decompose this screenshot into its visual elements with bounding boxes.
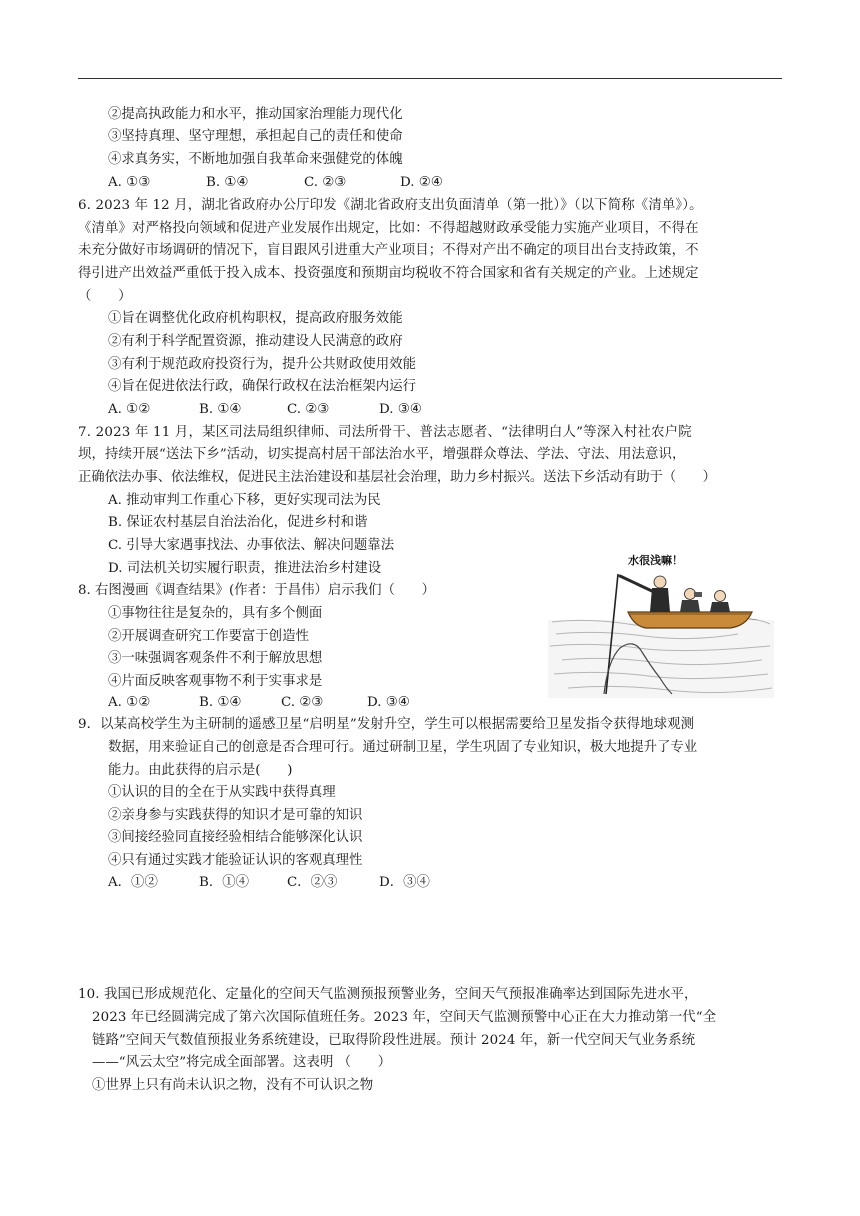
header-rule — [78, 78, 782, 79]
q9-item-3: ③间接经验同直接经验相结合能够深化认识 — [108, 830, 363, 845]
cartoon-caption: 水很浅嘛！ — [628, 554, 683, 567]
q9-option-a: A．①② — [108, 875, 158, 890]
q9-item-4: ④只有通过实践才能验证认识的客观真理性 — [108, 853, 363, 868]
q7-option-d: D. 司法机关切实履行职责，推进法治乡村建设 — [108, 561, 382, 576]
q9-option-c: C．②③ — [287, 875, 338, 890]
q8-option-a: A. ①② — [108, 695, 151, 710]
q6-answer-blank: （ ） — [78, 289, 132, 304]
q6-item-3: ③有利于规范政府投资行为，提升公共财政使用效能 — [108, 357, 416, 372]
q5-item-4: ④求真务实，不断地加强自我革命来强健党的体魄 — [108, 152, 403, 167]
q6-option-c: C. ②③ — [287, 402, 330, 417]
q6-stem-line-1: 6. 2023 年 12 月，湖北省政府办公厅印发《湖北省政府支出负面清单（第一批）》（以下简称《清单》）。 — [78, 198, 703, 213]
q10-item-1: ①世界上只有尚未认识之物，没有不可认识之物 — [92, 1078, 374, 1093]
q6-item-1: ①旨在调整优化政府机构职权，提高政府服务效能 — [108, 311, 403, 326]
q7-stem-line-1: 7. 2023 年 11 月，某区司法局组织律师、司法所骨干、普法志愿者、“法律明白人”等深入村社农户院 — [78, 425, 692, 440]
q8-option-d: D. ③④ — [367, 695, 410, 710]
q6-option-b: B. ①④ — [199, 402, 242, 417]
q9-options — [108, 874, 430, 892]
q7-option-c: C. 引导大家遇事找法、办事依法、解决问题靠法 — [108, 538, 395, 553]
q8-options — [108, 694, 410, 712]
q6-option-a: A. ①② — [108, 402, 151, 417]
q9-option-d: D．③④ — [379, 875, 430, 890]
q5-item-3: ③坚持真理、坚守理想，承担起自己的责任和使命 — [108, 129, 403, 144]
q6-options — [108, 401, 422, 419]
q9-stem-line-2: 数据，用来验证自己的创意是否合理可行。通过研制卫星，学生巩固了专业知识，极大地提升了专业 — [108, 740, 698, 755]
q6-option-d: D. ③④ — [379, 402, 422, 417]
q6-stem-line-3: 未充分做好市场调研的情况下，盲目跟风引进重大产业项目；不得对产出不确定的项目出台支持政策，不 — [78, 243, 699, 258]
q8-item-3: ③一味强调客观条件不利于解放思想 — [108, 651, 323, 666]
q8-stem: 8. 右图漫画《调查结果》(作者：于昌伟）启示我们（ ） — [78, 583, 436, 598]
q9-item-2: ②亲身参与实践获得的知识才是可靠的知识 — [108, 808, 363, 823]
q5-option-b: B. ①④ — [206, 175, 249, 190]
standing-figure — [620, 576, 670, 612]
q7-option-b: B. 保证农村基层自治法治化，促进乡村和谐 — [108, 515, 368, 530]
q8-option-b: B. ①④ — [199, 695, 242, 710]
q8-item-4: ④片面反映客观事物不利于实事求是 — [108, 674, 323, 689]
q10-stem-line-4: ——“风云太空”将完成全面部署。这表明 （ ） — [92, 1055, 392, 1070]
q6-stem-line-4: 得引进产出效益严重低于投入成本、投资强度和预期亩均税收不符合国家和省有关规定的产业。上述规定 — [78, 266, 699, 281]
q9-stem-line-3: 能力。由此获得的启示是( ) — [108, 763, 293, 778]
q10-stem-line-1: 10. 我国已形成规范化、定量化的空间天气监测预报预警业务，空间天气预报准确率达到国际先进水平， — [78, 987, 698, 1002]
q10-stem-line-2: 2023 年已经圆满完成了第六次国际值班任务。2023 年，空间天气监测预警中心正在大力推动第一代“全 — [92, 1010, 717, 1025]
q10-stem-line-3: 链路”空间天气数值预报业务系统建设，已取得阶段性进展。预计 2024 年，新一代空间天气业务系统 — [92, 1033, 696, 1048]
q5-option-c: C. ②③ — [304, 175, 347, 190]
q9-option-b: B．①④ — [199, 875, 250, 890]
cartoon-illustration — [548, 548, 774, 698]
q5-option-a: A. ①③ — [108, 175, 151, 190]
q8-item-1: ①事物往往是复杂的，具有多个侧面 — [108, 606, 323, 621]
q5-option-d: D. ②④ — [400, 175, 443, 190]
q5-item-2: ②提高执政能力和水平，推动国家治理能力现代化 — [108, 107, 403, 122]
q6-item-4: ④旨在促进依法行政，确保行政权在法治框架内运行 — [108, 379, 416, 394]
q7-stem-line-2: 坝，持续开展“送法下乡”活动，切实提高村居干部法治水平，增强群众尊法、学法、守法、用法意识， — [78, 447, 686, 462]
q7-stem-line-3: 正确依法办事、依法维权，促进民主法治建设和基层社会治理，助力乡村振兴。送法下乡活动有助于（ ） — [78, 470, 716, 485]
q6-item-2: ②有利于科学配置资源，推动建设人民满意的政府 — [108, 334, 403, 349]
q8-item-2: ②开展调查研究工作要富于创造性 — [108, 629, 309, 644]
q8-option-c: C. ②③ — [281, 695, 324, 710]
seated-figures — [680, 589, 730, 613]
water-shade — [548, 620, 774, 698]
q9-stem-line-1: 9．以某高校学生为主研制的遥感卫星“启明星”发射升空，学生可以根据需要给卫星发指令获得地球观测 — [78, 717, 695, 732]
q5-options — [108, 174, 443, 192]
q6-stem-line-2: 《清单》对严格投向领域和促进产业发展作出规定，比如：不得超越财政承受能力实施产业项目，不得在 — [78, 221, 699, 236]
q7-option-a: A. 推动审判工作重心下移，更好实现司法为民 — [108, 493, 381, 508]
q9-item-1: ①认识的目的全在于从实践中获得真理 — [108, 785, 336, 800]
